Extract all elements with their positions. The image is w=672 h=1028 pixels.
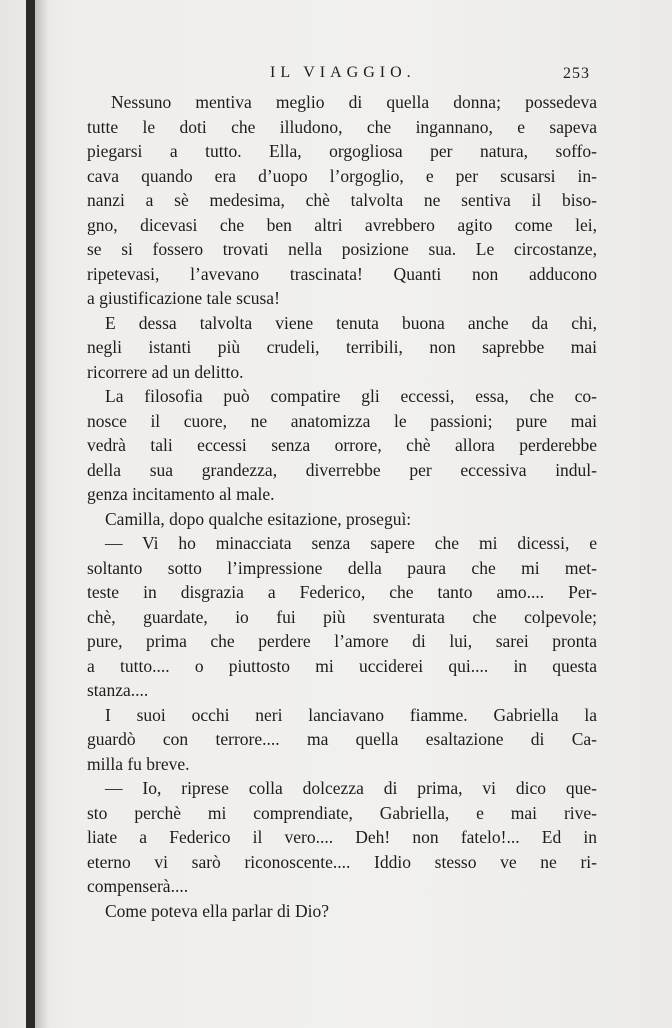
page-number: 253 <box>563 65 590 82</box>
text-line: della sua grandezza, diverrebbe per eccessiva indul- <box>87 459 597 480</box>
text-line: eterno vi sarò riconoscente.... Iddio stesso ve ne ri- <box>87 851 597 872</box>
text-line: milla fu breve. <box>87 753 190 774</box>
text-line: Camilla, dopo qualche esitazione, proseguì: <box>105 508 412 529</box>
body-text <box>87 90 597 923</box>
text-line: a giustificazione tale scusa! <box>87 288 280 308</box>
text-line: I suoi occhi neri lanciavano fiamme. Gabriella la <box>105 704 597 725</box>
text-line: compenserà.... <box>87 876 189 896</box>
text-line: pure, prima che perdere l’amore di lui, sarei pronta <box>87 631 597 651</box>
text-line: negli istanti più crudeli, terribili, non saprebbe mai <box>87 337 597 357</box>
text-line: gno, dicevasi che ben altri avrebbero agito come lei, <box>87 214 597 235</box>
book-spine-edge <box>26 0 35 1028</box>
text-line: — Io, riprese colla dolcezza di prima, vi dico que- <box>105 778 597 798</box>
text-line: ripetevasi, l’avevano trascinata! Quanti non adducono <box>87 263 597 284</box>
text-line: nosce il cuore, ne anatomizza le passioni; pure mai <box>87 410 597 431</box>
text-line: cava quando era d’uopo l’orgoglio, e per scusarsi in- <box>87 165 597 186</box>
text-line: ricorrere ad un delitto. <box>87 361 244 382</box>
text-line: teste in disgrazia a Federico, che tanto amo.... Per- <box>87 582 597 602</box>
text-line: genza incitamento al male. <box>87 484 275 504</box>
text-line: guardò con terrore.... ma quella esaltazione di Ca- <box>87 729 597 749</box>
text-line: E dessa talvolta viene tenuta buona anche da chi, <box>105 312 597 333</box>
text-line: se si fossero trovati nella posizione sua. Le circostanze, <box>87 239 597 259</box>
text-line: stanza.... <box>87 680 149 700</box>
text-line: a tutto.... o piuttosto mi ucciderei qui.... in questa <box>87 655 597 676</box>
text-line: vedrà tali eccessi senza orrore, chè allora perderebbe <box>87 435 597 455</box>
text-line: — Vi ho minacciata senza sapere che mi dicessi, e <box>105 533 597 553</box>
page-header <box>0 64 672 88</box>
gutter-shadow <box>35 0 49 1028</box>
text-line: chè, guardate, io fui più sventurata che colpevole; <box>87 606 597 627</box>
text-line: liate a Federico il vero.... Deh! non fatelo!... Ed in <box>87 827 597 847</box>
running-title: IL VIAGGIO. <box>270 64 416 81</box>
text-line: sto perchè mi comprendiate, Gabriella, e mai rive- <box>87 802 597 823</box>
text-line: soltanto sotto l’impressione della paura che mi met- <box>87 557 597 578</box>
text-line: La filosofia può compatire gli eccessi, essa, che co- <box>105 386 597 406</box>
text-line: piegarsi a tutto. Ella, orgogliosa per natura, soffo- <box>87 141 597 161</box>
text-line: nanzi a sè medesima, chè talvolta ne sentiva il biso- <box>87 190 597 210</box>
text-line: Come poteva ella parlar di Dio? <box>105 900 330 921</box>
text-line: Nessuno mentiva meglio di quella donna; possedeva <box>111 92 597 112</box>
text-line: tutte le doti che illudono, che ingannano, e sapeva <box>87 116 597 137</box>
